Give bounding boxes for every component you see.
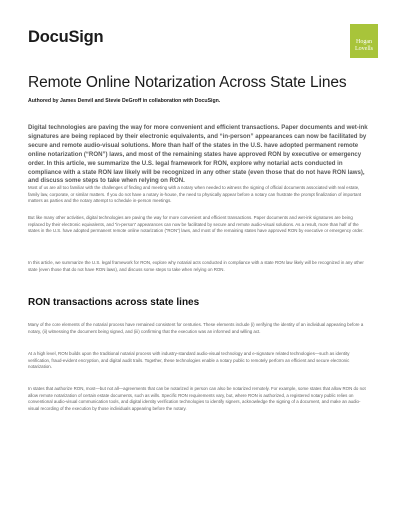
hogan-lovells-logo-line1: Hogan <box>356 39 372 45</box>
lead-paragraph: Digital technologies are paving the way for more convenient and efficient transactions. Paper documents and wet-ink signatures are being replaced by their electronic equivalents, and “in-person” appearances can now be facilitated by secure and remote audio-visual solutions. More than half of the states in the U.S. have adopted permanent remote online notarization (“RON”) laws, and most of the remaining states have approved RON by executive or emergency order. In this article, we summarize the U.S. legal framework for RON, explore why notarial acts conducted in compliance with a state RON law likely will be recognized in any other state (even those that do not have RON laws), and discuss some steps to take when relying on RON. <box>28 124 368 185</box>
intro-paragraph: In this article, we summarize the U.S. legal framework for RON, explore why notarial acts conducted in compliance with a state RON law likely will be recognized in any other state (even those that do not have RON laws), and discuss some steps to take when relying on RON. <box>28 260 364 272</box>
hogan-lovells-logo <box>350 24 378 58</box>
section-paragraph: Many of the core elements of the notarial process have remained consistent for centuries. These elements include (i) verifying the identity of an individual appearing before a notary, (ii) witnessing the document being signed, and (iii) confirming that the execution was an informed and willing act. <box>28 322 364 334</box>
hogan-lovells-logo-line2: Lovells <box>355 46 373 52</box>
section-paragraph: At a high level, RON builds upon the traditional notarial process with industry-standard audio-visual technology and e-signature related technologies—such as identity verification, fraud-evident encryption, and digital audit trails. Together, these technologies enable a notary public to remotely perform an efficient and secure electronic notarization. <box>28 351 350 369</box>
intro-paragraph: Most of us are all too familiar with the challenges of finding and meeting with a notary when needed to witness the signing of official documents associated with real estate, family law, corporate, or similar matters. If you do not have a notary in-house, the need to physically appear before a notary can frustrate the prompt finalization of important matters as parties and the notary attempt to schedule in-person meetings. <box>28 185 362 203</box>
page-header <box>28 24 378 64</box>
intro-paragraph: But like many other activities, digital technologies are paving the way for more convenient and efficient transactions. Paper documents and wet-ink signatures are being replaced by their electronic equivalents, and “in-person” appearances can now be facilitated by secure and remote audio-visual solutions. As a result, more than half of the states in the U.S. have adopted permanent remote online notarization (“RON”) laws, and most of the remaining states have approved RON by executive or emergency order. <box>28 215 364 233</box>
section-paragraph: In states that authorize RON, most—but not all—agreements that can be notarized in person can also be notarized remotely. For example, some states that allow RON do not allow remote notarization of certain estate documents, such as wills. Specific RON requirements vary, but, where RON is authorized, a registered notary public relies on conventional audio-visual communication tools, and digital identity verification technologies to identify signers, acknowledge the signing of a document, and make an audio-visual recording of the execution by those individuals appearing before the notary. <box>28 386 366 411</box>
docusign-logo: DocuSign <box>28 28 104 46</box>
byline: Authored by James Denvil and Stevie DeGroff in collaboration with DocuSign. <box>28 98 221 104</box>
section-heading: RON transactions across state lines <box>28 297 200 308</box>
page-title: Remote Online Notarization Across State Lines <box>28 74 347 91</box>
